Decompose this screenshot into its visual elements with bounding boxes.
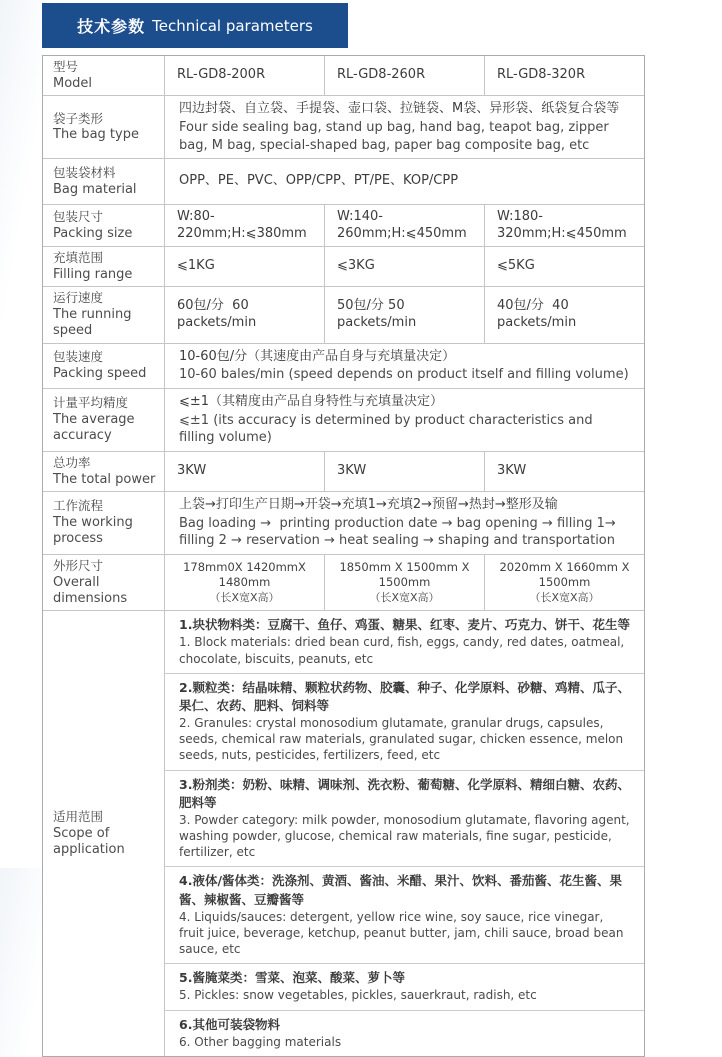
packing-size-value-2: W:140-260mm;H:⩽450mm <box>325 205 485 246</box>
total-power-value-3: 3KW <box>497 463 527 478</box>
label-en: Overall dimensions <box>53 574 128 607</box>
row-filling-range-label <box>43 247 165 286</box>
packing-speed-value-en: 10-60 bales/min (speed depends on product itself and filling volume) <box>179 367 629 383</box>
dimensions-value-1 <box>165 555 325 610</box>
row-working-process-label <box>43 492 165 554</box>
bag-material-value <box>165 159 644 204</box>
label-cn: 袋子类形 <box>53 110 104 126</box>
scope-item-block-materials <box>165 611 644 674</box>
row-average-accuracy-label <box>43 389 165 451</box>
row-overall-dimensions-label <box>43 555 165 610</box>
running-speed-value-3: 40包/分 40 packets/min <box>497 297 577 330</box>
running-speed-value-2: 50包/分 50 packets/min <box>325 287 485 342</box>
filling-range-value-1: ⩽1KG <box>165 247 325 286</box>
row-bag-material <box>43 159 644 205</box>
dimensions-value-1-note: （长X宽X高） <box>209 591 280 604</box>
row-packing-size <box>43 205 644 247</box>
model-value-2: RL-GD8-260R <box>325 56 485 95</box>
scope-item-cn: 5.酱腌菜类：雪菜、泡菜、酸菜、萝卜等 <box>179 970 405 986</box>
label-en: Filling range <box>53 266 133 282</box>
label-en: Packing size <box>53 225 133 241</box>
working-process-value-cn: 上袋→打印生产日期→开袋→充填1→充填2→预留→热封→整形及输 <box>179 497 558 513</box>
scope-item-liquids-sauces <box>165 867 644 964</box>
label-en: The running speed <box>53 307 132 339</box>
row-total-power-label <box>43 452 165 491</box>
row-model-label <box>43 56 165 95</box>
row-scope-label <box>43 611 165 1056</box>
banner-title-cn: 技术参数 <box>77 17 146 36</box>
dimensions-value-2-note: （长X宽X高） <box>369 591 440 604</box>
label-en: Bag material <box>53 181 137 197</box>
label-cn: 工作流程 <box>53 498 104 514</box>
bag-material-value-text: OPP、PE、PVC、OPP/CPP、PT/PE、KOP/CPP <box>179 173 459 189</box>
row-filling-range <box>43 247 644 287</box>
section-header-banner <box>42 3 348 48</box>
label-cn: 计量平均精度 <box>53 395 129 411</box>
scope-item-en: 6. Other bagging materials <box>179 1034 342 1049</box>
row-overall-dimensions <box>43 555 644 611</box>
running-speed-value-1: 60包/分 60 packets/min <box>165 287 325 342</box>
dimensions-value-2 <box>325 555 485 610</box>
dimensions-value-3-size: 2020mm X 1660mm X 1500mm <box>499 559 634 590</box>
average-accuracy-value-en: ⩽±1 (its accuracy is determined by product characteristics and filling volume) <box>179 412 597 446</box>
row-running-speed-label <box>43 287 165 342</box>
total-power-value-2: 3KW <box>325 452 485 491</box>
row-total-power <box>43 452 644 492</box>
dimensions-value-2-size: 1850mm X 1500mm X 1500mm <box>339 559 474 590</box>
row-running-speed <box>43 287 644 343</box>
bag-type-value-cn: 四边封袋、自立袋、手提袋、壶口袋、拉链袋、M袋、异形袋、纸袋复合袋等 <box>179 101 620 117</box>
technical-parameters-table <box>42 55 645 1057</box>
average-accuracy-value <box>165 389 644 451</box>
row-packing-size-label <box>43 205 165 246</box>
average-accuracy-value-cn: ⩽±1（其精度由产品自身特性与充填量决定） <box>179 393 444 409</box>
filling-range-value-3: ⩽5KG <box>497 258 535 274</box>
label-en: Scope of application <box>53 825 125 858</box>
total-power-value-1: 3KW <box>165 452 325 491</box>
filling-range-value-2: ⩽3KG <box>325 247 485 286</box>
label-cn: 包装袋材料 <box>53 165 116 180</box>
scope-item-cn: 4.液体/酱体类：洗涤剂、黄酒、酱油、米醋、果汁、饮料、番茄酱、花生酱、果酱、辣椒酱、豆瓣酱等 <box>179 873 623 907</box>
packing-size-value-1: W:80-220mm;H:⩽380mm <box>165 205 325 246</box>
label-cn: 适用范围 <box>53 808 104 824</box>
row-packing-speed-label <box>43 344 165 388</box>
banner-title-en: Technical parameters <box>152 16 313 35</box>
packing-speed-value-cn: 10-60包/分（其速度由产品自身与充填量决定） <box>179 348 456 364</box>
label-cn: 充填范围 <box>53 250 104 266</box>
row-bag-type-label <box>43 96 165 158</box>
model-value-1: RL-GD8-200R <box>165 56 325 95</box>
row-packing-speed <box>43 344 644 389</box>
dimensions-value-1-size: 178mm0X 1420mmX 1480mm <box>183 559 310 590</box>
row-model <box>43 56 644 96</box>
label-cn: 型号 <box>53 59 79 74</box>
label-cn: 运行速度 <box>53 290 104 306</box>
label-cn: 包装尺寸 <box>53 209 104 224</box>
scope-item-en: 1. Block materials: dried bean curd, fish, eggs, candy, red dates, oatmeal, chocolate, biscuits, peanuts, etc <box>179 635 625 666</box>
row-bag-material-label <box>43 159 165 204</box>
row-scope-of-application <box>43 611 644 1056</box>
label-en: Packing speed <box>53 366 147 382</box>
scope-item-powder <box>165 771 644 868</box>
scope-item-granules <box>165 674 644 771</box>
scope-item-en: 5. Pickles: snow vegetables, pickles, sauerkraut, radish, etc <box>179 988 537 1003</box>
scope-item-pickles <box>165 964 644 1010</box>
scope-item-en: 2. Granules: crystal monosodium glutamate, granular drugs, capsules, seeds, chemical raw materials, granulated sugar, chicken essence, melon seeds, nuts, pesticides, fertilizers, feed, etc <box>179 716 624 763</box>
label-cn: 总功率 <box>53 454 91 470</box>
working-process-value <box>165 492 644 554</box>
label-cn: 外形尺寸 <box>53 557 104 573</box>
row-working-process <box>43 492 644 555</box>
label-en: Model <box>53 75 93 91</box>
packing-size-value-3: W:180-320mm;H:⩽450mm <box>497 208 627 241</box>
row-average-accuracy <box>43 389 644 452</box>
bag-type-value-en: Four side sealing bag, stand up bag, hand bag, teapot bag, zipper bag, M bag, special-shaped bag, paper bag composite bag, etc <box>179 119 613 153</box>
label-en: The bag type <box>53 127 139 143</box>
label-en: The average accuracy <box>53 412 135 444</box>
packing-speed-value <box>165 344 644 388</box>
scope-items <box>165 611 644 1056</box>
scope-item-en: 4. Liquids/sauces: detergent, yellow rice wine, soy sauce, rice vinegar, fruit juice, beverage, ketchup, peanut butter, jam, chili sauce, broad bean sauce, etc <box>179 909 624 957</box>
model-value-3: RL-GD8-320R <box>497 67 586 83</box>
working-process-value-en: Bag loading → printing production date → bag opening → filling 1→ filling 2 → reservation → heat sealing → shaping and transportation <box>179 515 620 549</box>
dimensions-value-3 <box>485 555 644 610</box>
scope-item-cn: 6.其他可装袋物料 <box>179 1016 280 1032</box>
dimensions-value-3-note: （长X宽X高） <box>529 591 600 604</box>
scope-item-cn: 3.粉剂类：奶粉、味精、调味剂、洗衣粉、葡萄糖、化学原料、精细白糖、农药、肥料等 <box>179 776 630 810</box>
label-cn: 包装速度 <box>53 349 104 365</box>
scope-item-cn: 2.颗粒类：结晶味精、颗粒状药物、胶囊、种子、化学原料、砂糖、鸡精、瓜子、果仁、农药、肥料、饲料等 <box>179 679 630 713</box>
scope-item-en: 3. Powder category: milk powder, monosodium glutamate, flavoring agent, washing powder, glucose, chemical raw materials, fine sugar, pesticide, fertilizer, etc <box>179 812 630 860</box>
bag-type-value <box>165 96 644 158</box>
label-en: The working process <box>53 515 133 547</box>
row-bag-type <box>43 96 644 159</box>
label-en: The total power <box>53 471 156 487</box>
scope-item-cn: 1.块状物料类：豆腐干、鱼仔、鸡蛋、糖果、红枣、麦片、巧克力、饼干、花生等 <box>179 617 630 633</box>
scope-item-other <box>165 1011 644 1056</box>
